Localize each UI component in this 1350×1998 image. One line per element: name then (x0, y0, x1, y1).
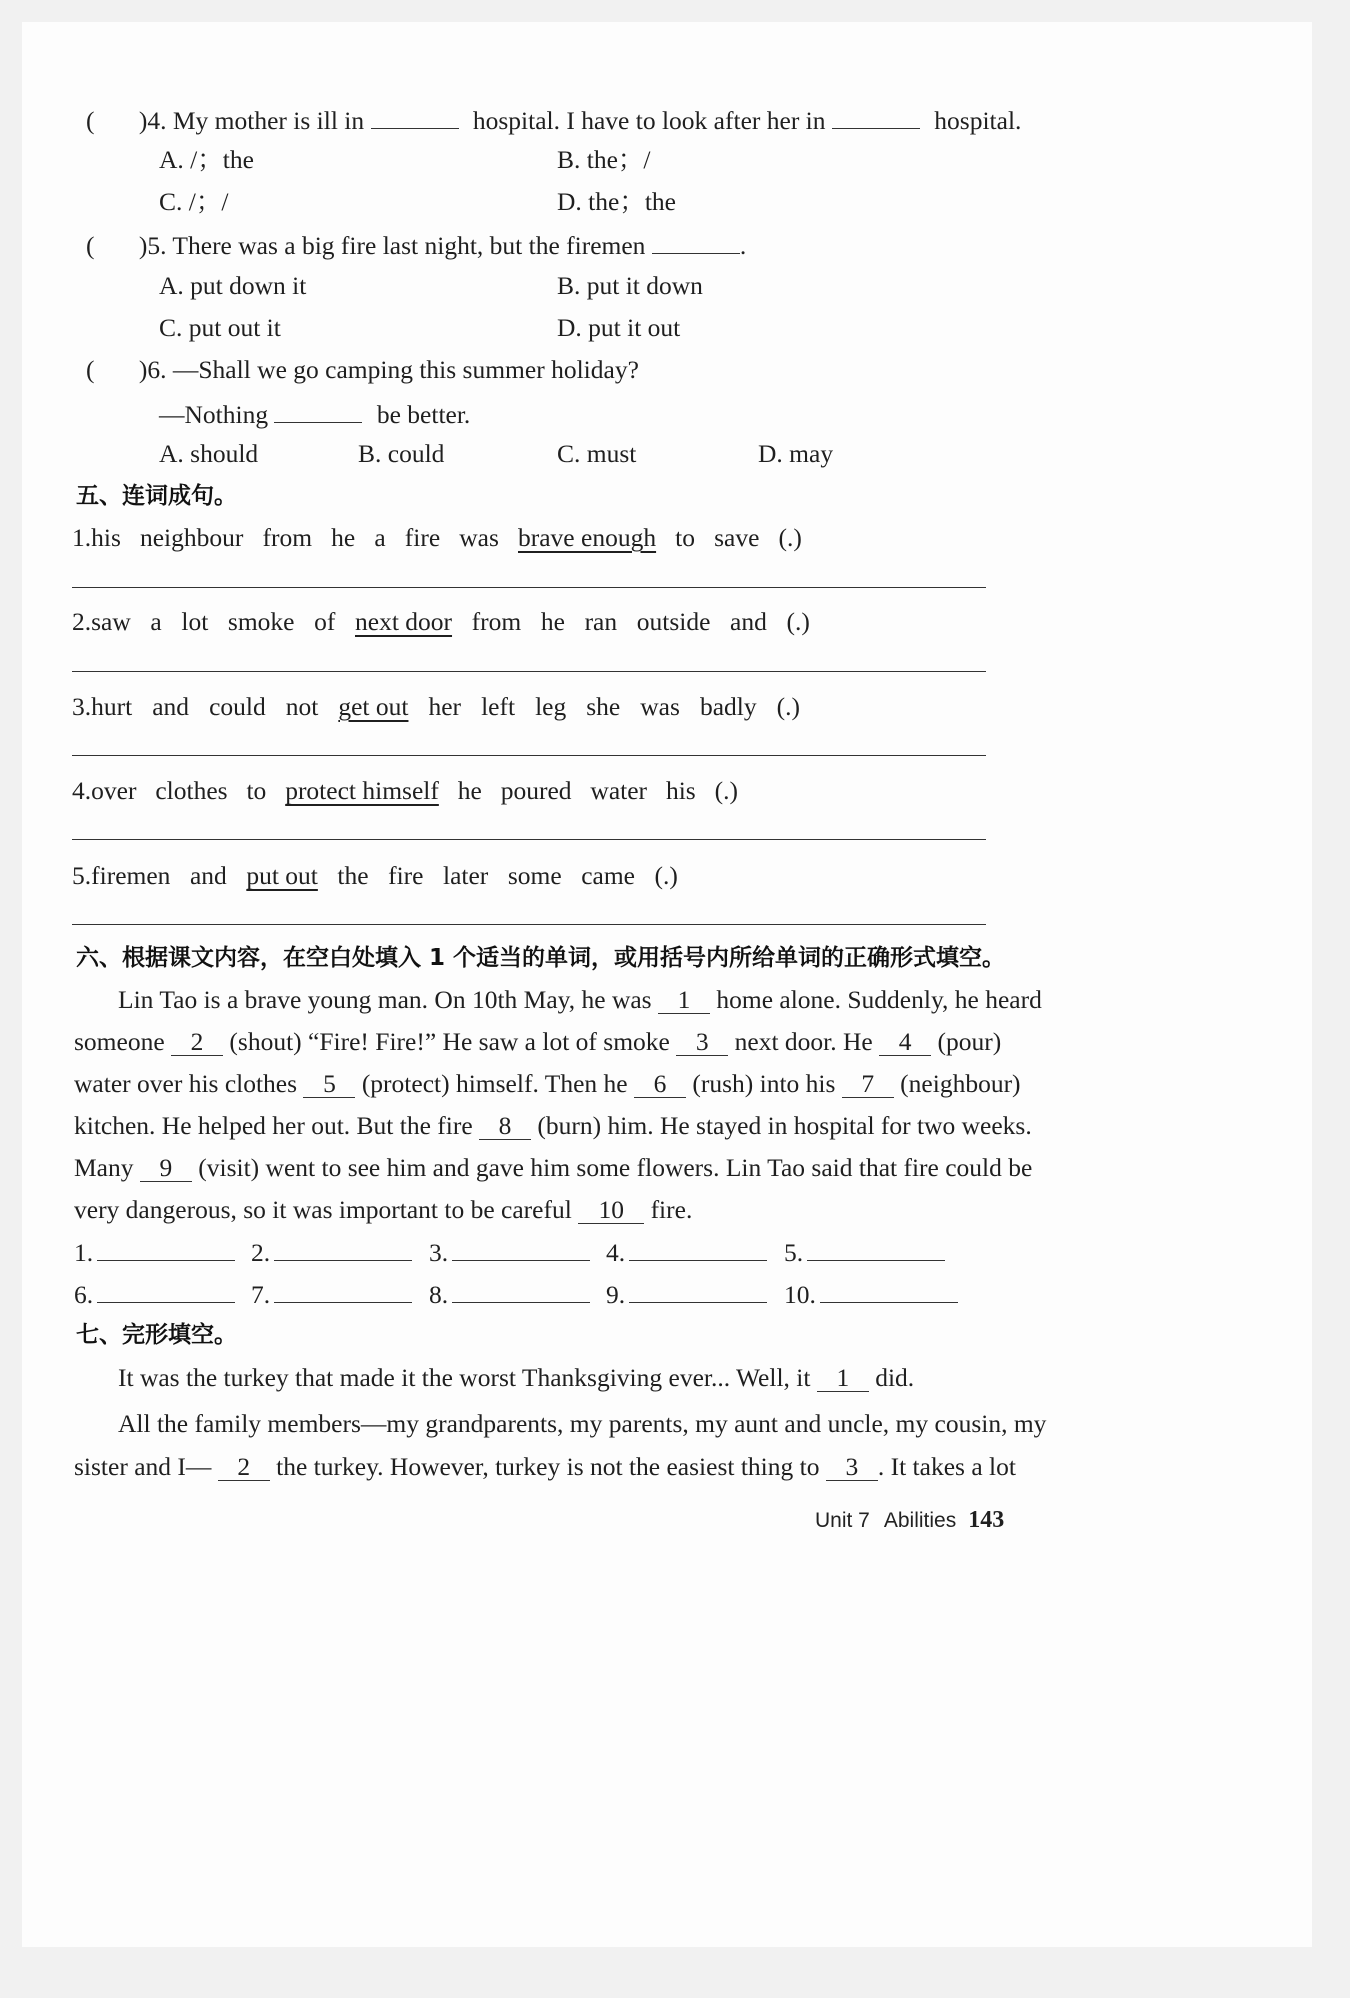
fill-blank[interactable] (652, 227, 740, 254)
answer-line[interactable] (274, 1278, 412, 1303)
word: hurt (91, 692, 133, 721)
word: of (314, 607, 336, 636)
sentence-item-5 (72, 860, 678, 892)
answer-slot-9[interactable] (606, 1278, 767, 1311)
word: fire (388, 861, 424, 890)
underlined-phrase: next door (355, 607, 453, 636)
answer-label: 9. (606, 1280, 626, 1309)
answer-bracket[interactable]: ( (86, 355, 95, 384)
word: (.) (776, 692, 800, 721)
answer-label: 2. (251, 1238, 271, 1267)
answer-slot-6[interactable] (74, 1278, 235, 1311)
passage-text: the turkey. However, turkey is not the easiest thing to (276, 1452, 820, 1481)
word: leg (535, 692, 567, 721)
passage-text: (neighbour) (900, 1069, 1021, 1098)
option-d[interactable]: D. put it out (557, 313, 681, 342)
passage-line-2 (74, 1026, 1001, 1058)
option-a[interactable]: A. /；the (159, 145, 254, 174)
answer-bracket[interactable]: ( (86, 106, 95, 135)
answer-label: 1. (74, 1238, 94, 1267)
answer-label: 7. (251, 1280, 271, 1309)
underlined-phrase: put out (246, 861, 318, 890)
word: fire (404, 523, 441, 552)
word: his (665, 776, 696, 805)
answer-label: 6. (74, 1280, 94, 1309)
numbered-blank[interactable]: 2 (171, 1029, 223, 1056)
item-number: 2. (72, 607, 92, 636)
cloze-line-2: All the family members—my grandparents, my parents, my aunt and uncle, my cousin, my (118, 1409, 1047, 1438)
numbered-blank[interactable]: 1 (817, 1365, 869, 1392)
passage-text: next door. He (734, 1027, 873, 1056)
answer-label: 10. (784, 1280, 816, 1309)
page-number: 143 (968, 1507, 1005, 1533)
underlined-phrase: get out (338, 692, 409, 721)
passage-text: (pour) (937, 1027, 1002, 1056)
passage-text: kitchen. He helped her out. But the fire (74, 1111, 473, 1140)
answer-bracket[interactable]: ( (86, 231, 95, 260)
answer-line[interactable] (452, 1236, 590, 1261)
passage-line-6 (74, 1194, 692, 1226)
answer-line[interactable] (72, 755, 986, 756)
answer-line[interactable] (97, 1278, 235, 1303)
answer-slot-4[interactable] (606, 1236, 767, 1269)
passage-text: home alone. Suddenly, he heard (716, 985, 1042, 1014)
question-number: )4. (138, 106, 167, 135)
passage-text: water over his clothes (74, 1069, 298, 1098)
question-5 (86, 227, 746, 262)
passage-text: very dangerous, so it was important to be careful (74, 1195, 572, 1224)
question-text: —Nothing (159, 400, 269, 429)
option-d[interactable]: D. may (758, 439, 834, 468)
passage-text: It was the turkey that made it the worst Thanksgiving ever... Well, it (118, 1363, 811, 1392)
answer-line[interactable] (97, 1236, 235, 1261)
option-a[interactable]: A. should (159, 439, 259, 468)
word: lot (181, 607, 209, 636)
fill-blank[interactable] (832, 102, 920, 129)
word: firemen (91, 861, 171, 890)
word: (.) (778, 523, 802, 552)
word: to (246, 776, 267, 805)
answer-line[interactable] (72, 671, 986, 672)
word: came (581, 861, 635, 890)
passage-text: (visit) went to see him and gave him some flowers. Lin Tao said that fire could be (198, 1153, 1033, 1182)
word: (.) (786, 607, 810, 636)
numbered-blank[interactable]: 7 (842, 1071, 894, 1098)
passage-line-1 (118, 984, 1042, 1016)
passage-text: (burn) him. He stayed in hospital for two weeks. (537, 1111, 1032, 1140)
answer-slot-3[interactable] (429, 1236, 590, 1269)
word: poured (500, 776, 572, 805)
word: was (640, 692, 680, 721)
word: water (590, 776, 648, 805)
word: he (331, 523, 356, 552)
sentence-item-3 (72, 691, 800, 723)
section-7-heading: 七、完形填空。 (76, 1322, 237, 1348)
word: and (152, 692, 190, 721)
item-number: 1. (72, 523, 92, 552)
answer-line[interactable] (820, 1278, 958, 1303)
word: he (457, 776, 482, 805)
option-b[interactable]: B. the；/ (557, 145, 651, 174)
word: and (730, 607, 767, 636)
word: he (540, 607, 565, 636)
answer-line[interactable] (72, 924, 986, 925)
answer-label: 8. (429, 1280, 449, 1309)
passage-text: fire. (650, 1195, 693, 1224)
passage-text: did. (875, 1363, 915, 1392)
numbered-blank[interactable]: 3 (826, 1454, 878, 1481)
word: ran (584, 607, 618, 636)
numbered-blank[interactable]: 3 (676, 1029, 728, 1056)
word: some (507, 861, 562, 890)
word: a (374, 523, 386, 552)
numbered-blank[interactable]: 4 (879, 1029, 931, 1056)
passage-text: sister and I— (74, 1452, 212, 1481)
unit-label: Unit 7 (815, 1509, 870, 1532)
passage-line-4 (74, 1110, 1032, 1142)
option-c[interactable]: C. /；/ (159, 187, 229, 216)
question-number: )5. (138, 231, 167, 260)
section-6-heading: 六、根据课文内容，在空白处填入 1 个适当的单词，或用括号内所给单词的正确形式填空。 (76, 945, 1006, 971)
item-number: 5. (72, 861, 92, 890)
passage-line-5 (74, 1152, 1032, 1184)
word: over (91, 776, 137, 805)
passage-line-3 (74, 1068, 1021, 1100)
word: from (262, 523, 313, 552)
option-b[interactable]: B. put it down (557, 271, 703, 300)
word: his (91, 523, 121, 552)
word: later (443, 861, 489, 890)
cloze-line-1 (118, 1362, 914, 1394)
word: from (471, 607, 522, 636)
word: badly (699, 692, 757, 721)
answer-slot-1[interactable] (74, 1236, 235, 1269)
answer-label: 3. (429, 1238, 449, 1267)
answer-line[interactable] (72, 839, 986, 840)
word: to (675, 523, 696, 552)
word: the (337, 861, 369, 890)
passage-text: someone (74, 1027, 165, 1056)
underlined-phrase: brave enough (518, 523, 657, 552)
answer-line[interactable] (72, 587, 986, 588)
page-footer (815, 1507, 1004, 1534)
numbered-blank[interactable]: 2 (218, 1454, 270, 1481)
answer-slot-2[interactable] (251, 1236, 412, 1269)
word: outside (636, 607, 711, 636)
option-d[interactable]: D. the；the (557, 187, 676, 216)
answer-line[interactable] (629, 1236, 767, 1261)
question-text: My mother is ill in (172, 106, 365, 135)
answer-slot-5[interactable] (784, 1236, 945, 1269)
answer-slot-8[interactable] (429, 1278, 590, 1311)
option-a[interactable]: A. put down it (159, 271, 307, 300)
numbered-blank[interactable]: 5 (303, 1071, 355, 1098)
question-number: )6. (138, 355, 167, 384)
word: (.) (654, 861, 678, 890)
word: she (586, 692, 621, 721)
passage-text: (protect) himself. Then he (361, 1069, 628, 1098)
passage-text: (shout) “Fire! Fire!” He saw a lot of smoke (229, 1027, 670, 1056)
answer-slot-7[interactable] (251, 1278, 412, 1311)
answer-line[interactable] (452, 1278, 590, 1303)
word: left (481, 692, 516, 721)
answer-line[interactable] (274, 1236, 412, 1261)
word: smoke (227, 607, 295, 636)
numbered-blank[interactable]: 6 (634, 1071, 686, 1098)
word: saw (91, 607, 131, 636)
word: was (459, 523, 499, 552)
question-4 (86, 102, 1021, 137)
numbered-blank[interactable]: 1 (658, 987, 710, 1014)
word: (.) (714, 776, 738, 805)
word: clothes (155, 776, 228, 805)
answer-line[interactable] (629, 1278, 767, 1303)
answer-slot-10[interactable] (784, 1278, 958, 1311)
numbered-blank[interactable]: 10 (578, 1197, 644, 1224)
question-6 (86, 354, 639, 386)
passage-text: Many (74, 1153, 134, 1182)
question-text: hospital. I have to look after her in (472, 106, 826, 135)
numbered-blank[interactable]: 9 (140, 1155, 192, 1182)
fill-blank[interactable] (371, 102, 459, 129)
answer-label: 5. (784, 1238, 804, 1267)
word: neighbour (139, 523, 244, 552)
question-6-reply (159, 396, 470, 431)
answer-line[interactable] (807, 1236, 945, 1261)
fill-blank[interactable] (274, 396, 362, 423)
question-text: —Shall we go camping this summer holiday? (172, 355, 639, 384)
word: not (285, 692, 319, 721)
word: a (150, 607, 162, 636)
word: save (714, 523, 760, 552)
sentence-item-2 (72, 606, 810, 638)
question-text: There was a big fire last night, but the firemen (172, 231, 646, 260)
worksheet-page (22, 22, 1312, 1947)
answer-label: 4. (606, 1238, 626, 1267)
option-b[interactable]: B. could (358, 439, 445, 468)
option-c[interactable]: C. put out it (159, 313, 281, 342)
option-c[interactable]: C. must (557, 439, 637, 468)
question-text: hospital. (934, 106, 1022, 135)
item-number: 4. (72, 776, 92, 805)
sentence-item-4 (72, 775, 738, 807)
passage-text: (rush) into his (692, 1069, 836, 1098)
item-number: 3. (72, 692, 92, 721)
underlined-phrase: protect himself (285, 776, 439, 805)
sentence-item-1 (72, 522, 802, 554)
word: could (209, 692, 266, 721)
unit-title: Abilities (883, 1509, 957, 1532)
numbered-blank[interactable]: 8 (479, 1113, 531, 1140)
passage-text: . It takes a lot (877, 1452, 1016, 1481)
question-text: . (739, 231, 747, 260)
word: and (189, 861, 227, 890)
word: her (428, 692, 462, 721)
cloze-line-3 (74, 1451, 1016, 1483)
question-text: be better. (376, 400, 471, 429)
passage-text: Lin Tao is a brave young man. On 10th May, he was (118, 985, 652, 1014)
section-5-heading: 五、连词成句。 (76, 483, 237, 509)
